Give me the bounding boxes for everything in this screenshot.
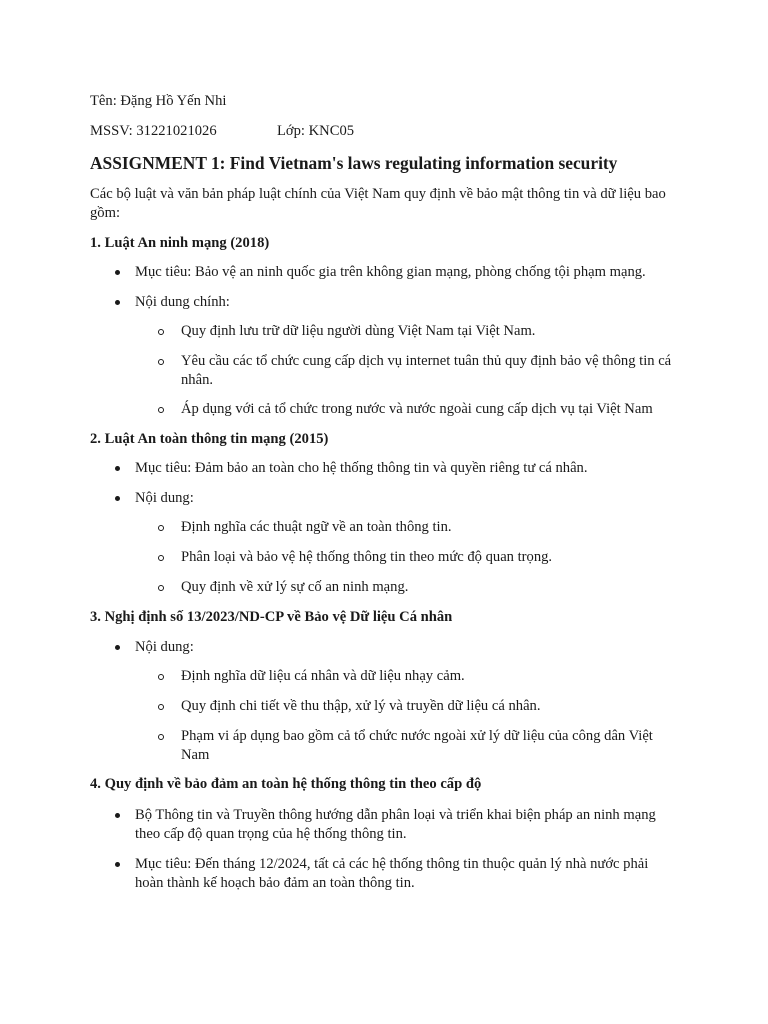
- circle-bullet-icon: [158, 555, 164, 561]
- sub-list-item: Quy định chi tiết về thu thập, xử lý và truyền dữ liệu cá nhân.: [181, 698, 541, 714]
- list-item: Nội dung chính:: [135, 294, 230, 310]
- sub-list-item: Quy định về xử lý sự cố an ninh mạng.: [181, 579, 409, 595]
- circle-bullet-icon: [158, 329, 164, 335]
- circle-bullet-icon: [158, 734, 164, 740]
- student-name: Tên: Đặng Hồ Yến Nhi: [90, 93, 227, 109]
- sub-list-item: Yêu cầu các tổ chức cung cấp dịch vụ internet tuân thủ quy định bảo vệ thông tin cá nhân.: [181, 353, 672, 388]
- sub-list-item: Quy định lưu trữ dữ liệu người dùng Việt Nam tại Việt Nam.: [181, 323, 536, 339]
- bullet-icon: [115, 813, 120, 818]
- bullet-icon: [115, 270, 120, 275]
- sub-list-item: Phạm vi áp dụng bao gồm cả tổ chức nước ngoài xử lý dữ liệu của công dân Việt Nam: [181, 728, 653, 763]
- list-item: Bộ Thông tin và Truyền thông hướng dẫn phân loại và triển khai biện pháp an ninh mạng theo cấp độ quan trọng của hệ thống thông tin.: [135, 807, 656, 842]
- list-item: Mục tiêu: Bảo vệ an ninh quốc gia trên không gian mạng, phòng chống tội phạm mạng.: [135, 264, 646, 280]
- circle-bullet-icon: [158, 359, 164, 365]
- intro-paragraph: Các bộ luật và văn bản pháp luật chính của Việt Nam quy định về bảo mật thông tin và dữ liệu bao gồm:: [90, 186, 666, 221]
- circle-bullet-icon: [158, 407, 164, 413]
- section-heading: 2. Luật An toàn thông tin mạng (2015): [90, 431, 329, 447]
- section-heading: 3. Nghị định số 13/2023/ND-CP về Bảo vệ Dữ liệu Cá nhân: [90, 609, 453, 625]
- list-item: Nội dung:: [135, 490, 194, 506]
- section-heading: 4. Quy định về bảo đảm an toàn hệ thống thông tin theo cấp độ: [90, 776, 482, 792]
- sub-list-item: Định nghĩa dữ liệu cá nhân và dữ liệu nhạy cảm.: [181, 668, 465, 684]
- bullet-icon: [115, 645, 120, 650]
- student-id: MSSV: 31221021026: [90, 123, 217, 139]
- list-item: Mục tiêu: Đảm bảo an toàn cho hệ thống thông tin và quyền riêng tư cá nhân.: [135, 460, 588, 476]
- bullet-icon: [115, 496, 120, 501]
- section-heading: 1. Luật An ninh mạng (2018): [90, 235, 270, 251]
- assignment-title: ASSIGNMENT 1: Find Vietnam's laws regulating information security: [90, 153, 618, 173]
- bullet-icon: [115, 862, 120, 867]
- list-item: Nội dung:: [135, 639, 194, 655]
- circle-bullet-icon: [158, 704, 164, 710]
- bullet-icon: [115, 466, 120, 471]
- circle-bullet-icon: [158, 674, 164, 680]
- bullet-icon: [115, 300, 120, 305]
- sub-list-item: Định nghĩa các thuật ngữ về an toàn thông tin.: [181, 519, 452, 535]
- student-class: Lớp: KNC05: [277, 123, 355, 139]
- sub-list-item: Áp dụng với cả tổ chức trong nước và nước ngoài cung cấp dịch vụ tại Việt Nam: [181, 401, 653, 417]
- sub-list-item: Phân loại và bảo vệ hệ thống thông tin theo mức độ quan trọng.: [181, 549, 553, 565]
- circle-bullet-icon: [158, 525, 164, 531]
- list-item: Mục tiêu: Đến tháng 12/2024, tất cả các hệ thống thông tin thuộc quản lý nhà nước phải hoàn thành kế hoạch bảo đảm an toàn thông tin.: [135, 856, 649, 891]
- circle-bullet-icon: [158, 585, 164, 591]
